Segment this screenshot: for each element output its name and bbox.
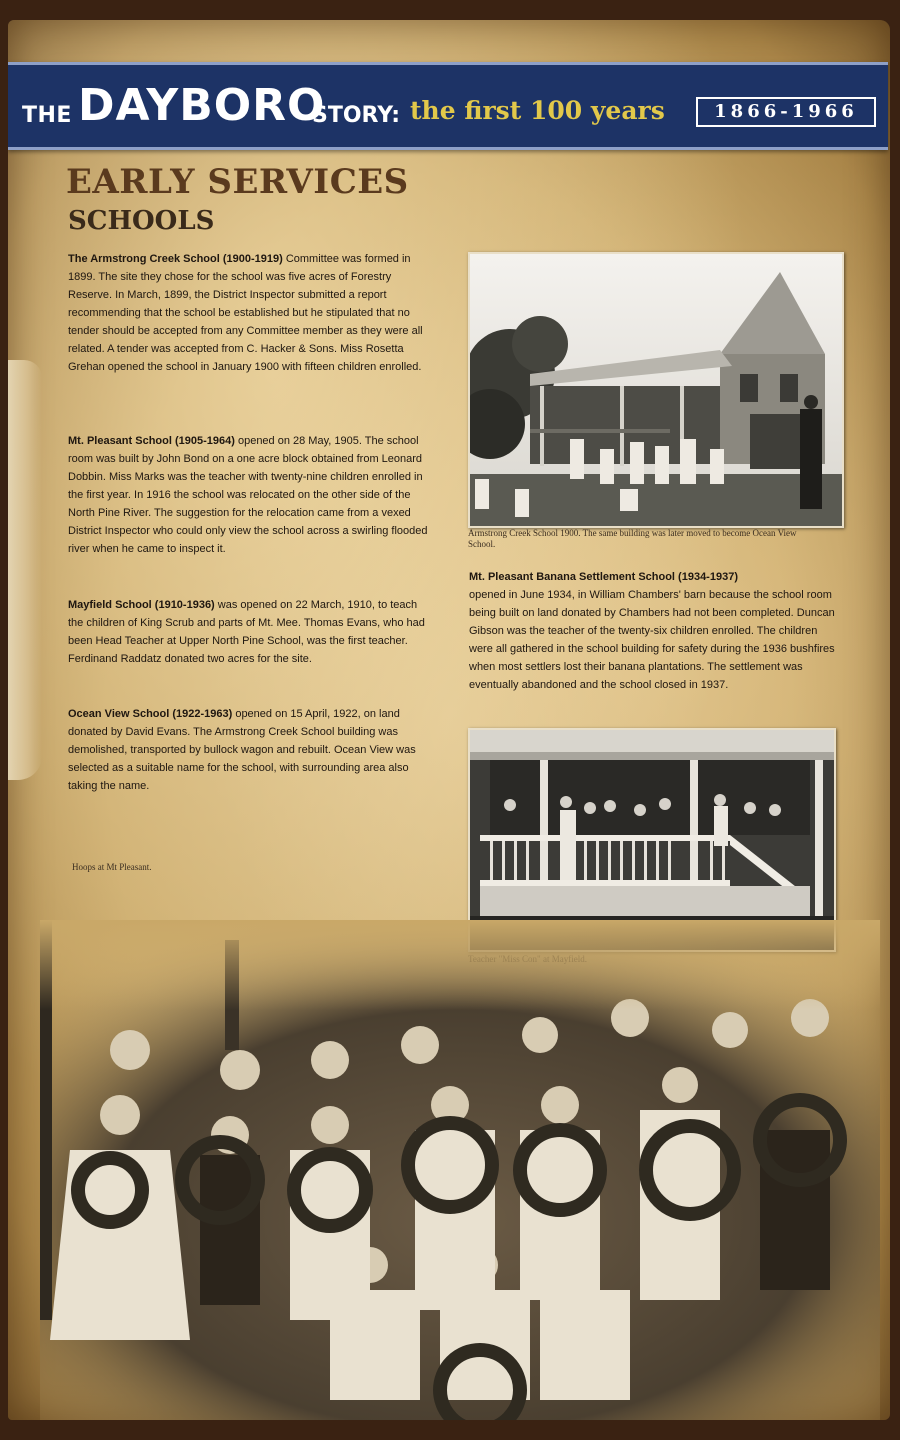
banner-dayboro: DAYBORO [78, 80, 326, 131]
hoops-group-photo [40, 920, 880, 1420]
ocean-body: opened on 15 April, 1922, on land donated by David Evans. The Armstrong Creek School building was demolished, transported by bullock wagon and rebuilt. Ocean View was selected as a suitable name for the school, with surrounding area also taking the name. [68, 708, 416, 792]
schoolhouse-illustration [470, 254, 842, 526]
armstrong-article [68, 250, 438, 376]
mayfield-body: was opened on 22 March, 1910, to teach the children of King Scrub and parts of Mt. Mee. Thomas Evans, who had been Head Teacher at Upper North Pine School, was the first teacher. Ferdinand Raddatz donated two acres for the site. [68, 599, 425, 665]
banana-article [469, 568, 841, 694]
mayfield-article [68, 596, 430, 668]
banana-heading: Mt. Pleasant Banana Settlement School (1934-1937) [469, 571, 738, 583]
ocean-article [68, 705, 426, 795]
banner-years-box: 1866-1966 [696, 97, 876, 127]
armstrong-heading: The Armstrong Creek School (1900-1919) [68, 253, 283, 265]
armstrong-body: Committee was formed in 1899. The site they chose for the school was five acres of Forestry Reserve. In March, 1899, the District Inspector submitted a report recommending that the school be established but he stipulated that no tender should be accepted from any Committee member as they were all related. A tender was accepted from C. Hacker & Sons. Miss Rosetta Grehan opened the school in January 1900 with fifteen children enrolled. [68, 253, 423, 373]
verandah-illustration [470, 730, 834, 950]
banner-subtitle: the first 100 years [410, 96, 665, 125]
torn-paper-edge [8, 360, 42, 780]
mayfield-school-photo [468, 728, 836, 952]
banner-story: STORY: [312, 103, 401, 128]
ocean-heading: Ocean View School (1922-1963) [68, 708, 233, 720]
banner-the: THE [22, 103, 72, 128]
pleasant-article [68, 432, 440, 558]
title-banner [8, 62, 888, 150]
armstrong-school-photo [468, 252, 844, 528]
page-title: EARLY SERVICES [66, 162, 409, 202]
page-subtitle: SCHOOLS [68, 206, 215, 236]
armstrong-photo-caption: Armstrong Creek School 1900. The same building was later moved to become Ocean View School. [468, 528, 797, 549]
pleasant-heading: Mt. Pleasant School (1905-1964) [68, 435, 235, 447]
hoops-caption: Hoops at Mt Pleasant. [72, 862, 152, 872]
pleasant-body: opened on 28 May, 1905. The school room was built by John Bond on a one acre block obtained from Leonard Dobbin. Miss Marks was the teacher with twenty-nine children enrolled in the first year. In 1916 the school was relocated on the other side of the North Pine River. The suggestion for the relocation came from a vexed District Inspector who could only view the school across a swirling flooded river when he came to inspect it. [68, 435, 428, 555]
children-with-hoops-illustration [40, 920, 880, 1420]
mayfield-heading: Mayfield School (1910-1936) [68, 599, 215, 611]
aged-paper-page [8, 20, 890, 1420]
banana-body: opened in June 1934, in William Chambers' barn because the school room being built on land donated by Chambers had not been completed. Duncan Gibson was the teacher of the twenty-six children enrolled. The children were all gathered in the school building for safety during the 1936 bushfires when most settlers lost their banana plantations. The settlement was eventually abandoned and the school closed in 1937. [469, 589, 835, 691]
